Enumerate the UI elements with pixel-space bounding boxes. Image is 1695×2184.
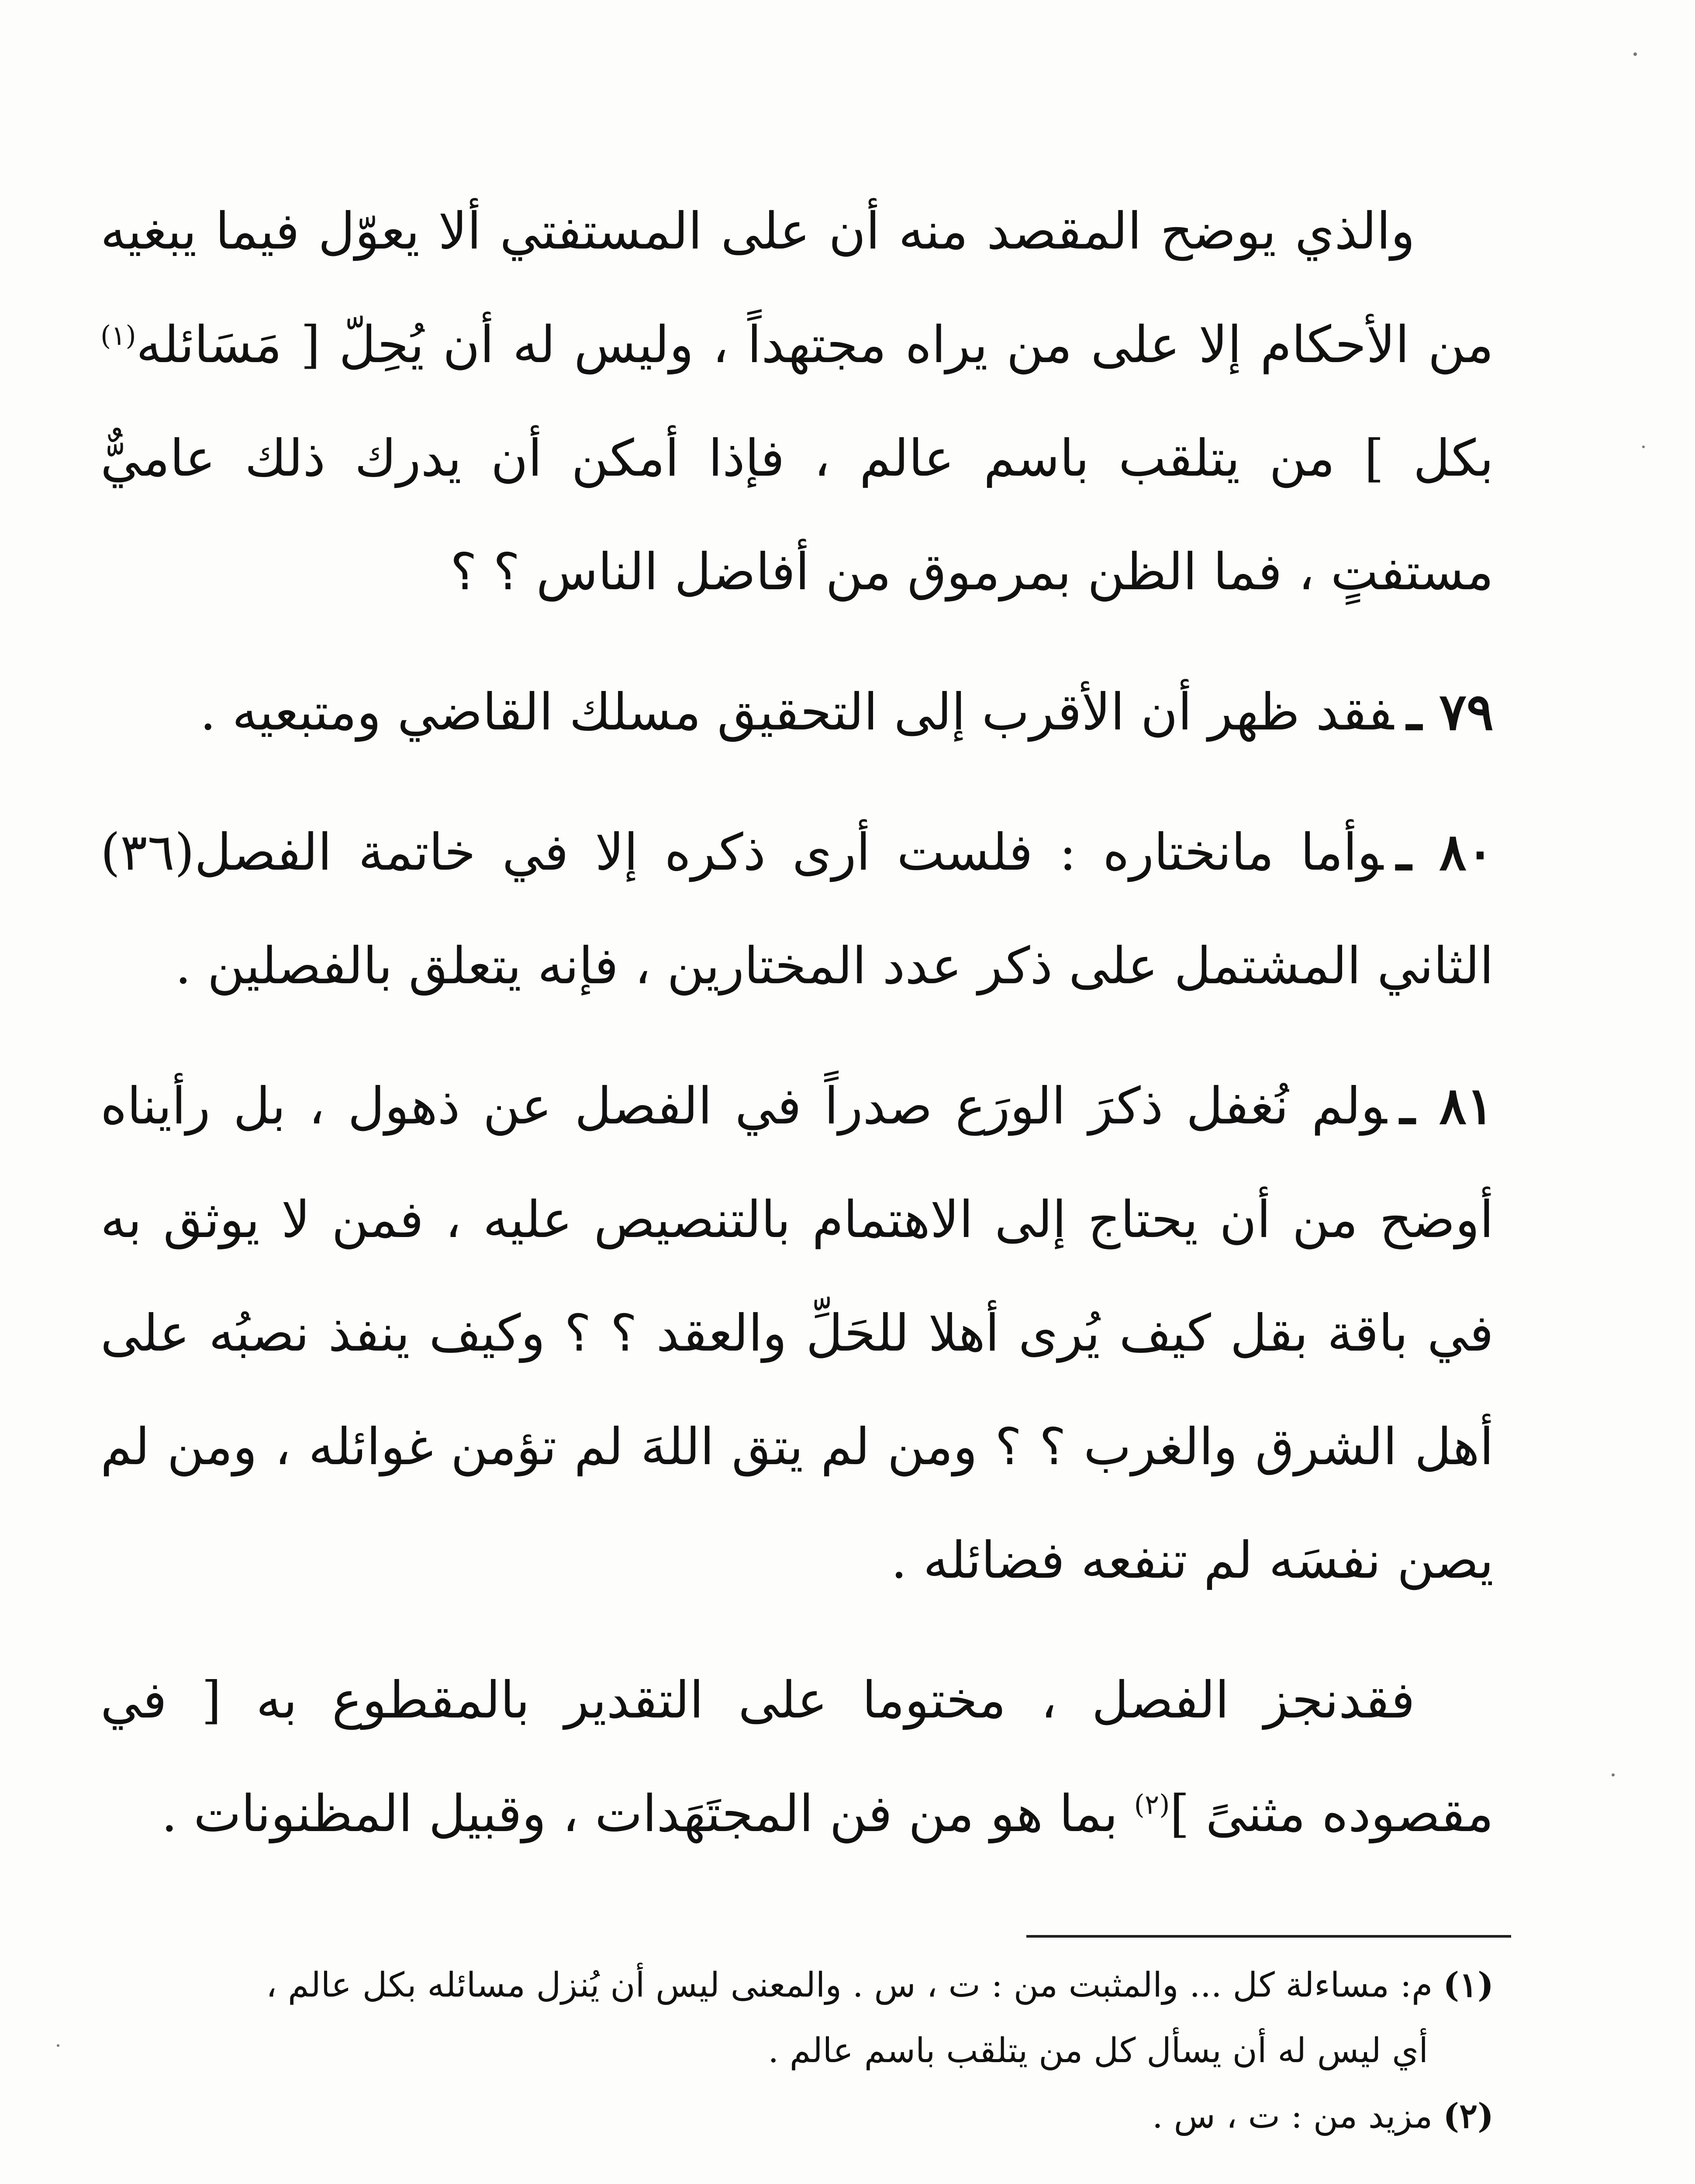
scan-speck <box>57 2044 59 2047</box>
footnote-text: م: مساءلة كل ... والمثبت من : ت ، س . والمعنى ليس أن يُنزل مسائله بكل عالم ، <box>266 1966 1433 2005</box>
paragraph-number: ٨١ ـ <box>1400 1076 1494 1136</box>
footnote-2 <box>100 2084 1494 2149</box>
scan-speck <box>1642 446 1645 448</box>
paragraph-closing <box>100 1644 1494 1871</box>
footnote-ref-2: (٢) <box>1134 1788 1170 1821</box>
paragraph-text: والذي يوضح المقصد منه أن على المستفتي ألا يعوّل فيما يبغيه من الأحكام إلا على من يراه مجتهداً ، وليس له أن يُحِلّ [ مَسَائله <box>100 202 1494 374</box>
footnote-number: (١) <box>1443 1965 1494 2005</box>
footnotes <box>100 1952 1494 2149</box>
footnote-divider <box>1026 1935 1511 1938</box>
paragraph-text: بكل ] من يتلقب باسم عالم ، فإذا أمكن أن يدرك ذلك عاميٌّ مستفتٍ ، فما الظن بمرموق من أفاضل الناس ؟ ؟ <box>100 429 1494 601</box>
paragraph-number: ٨٠ ـ <box>1396 822 1494 882</box>
main-text <box>100 175 1494 1897</box>
paragraph-80 <box>100 795 1494 1023</box>
paragraph-text: فقد ظهر أن الأقرب إلى التحقيق مسلك القاضي ومتبعيه . <box>200 683 1394 742</box>
paragraph-text: فقدنجز الفصل ، مختوما على التقدير بالمقطوع به [ في مقصوده مثنىً ] <box>100 1671 1494 1843</box>
scan-speck <box>1612 1773 1615 1776</box>
paragraph-intro <box>100 175 1494 629</box>
paragraph-text: ولم نُغفل ذكرَ الورَع صدراً في الفصل عن ذهول ، بل رأيناه أوضح من أن يحتاج إلى الاهتمام بالتنصيص عليه ، فمن لا يوثق به في باقة بقل كيف يُرى أهلا للحَلِّ والعقد ؟ ؟ وكيف ينفذ نصبُه على أهل الشرق والغرب ؟ ؟ ومن لم يتق اللهَ لم تؤمن غوائله ، ومن لم يصن نفسَه لم تنفعه فضائله . <box>100 1077 1494 1590</box>
paragraph-79 <box>100 655 1494 769</box>
paragraph-text: بما هو من فن المجتَهَدات ، وقبيل المظنونات . <box>161 1784 1134 1843</box>
footnote-number: (٢) <box>1443 2096 1494 2136</box>
paragraph-number: ٧٩ ـ <box>1407 682 1494 742</box>
paragraph-81 <box>100 1049 1494 1617</box>
footnote-ref-1: (١) <box>100 319 136 352</box>
scan-speck <box>1633 52 1637 56</box>
footnote-1 <box>100 1952 1494 2018</box>
footnote-text: مزيد من : ت ، س . <box>1152 2097 1433 2136</box>
paragraph-text: وأما مانختاره : فلست أرى ذكره إلا في خاتمة الفصل(٣٦) الثاني المشتمل على ذكر عدد المختارين ، فإنه يتعلق بالفصلين . <box>100 823 1494 995</box>
footnote-text: أي ليس له أن يسأل كل من يتلقب باسم عالم . <box>768 2031 1428 2070</box>
footnote-1-continuation <box>100 2018 1494 2084</box>
